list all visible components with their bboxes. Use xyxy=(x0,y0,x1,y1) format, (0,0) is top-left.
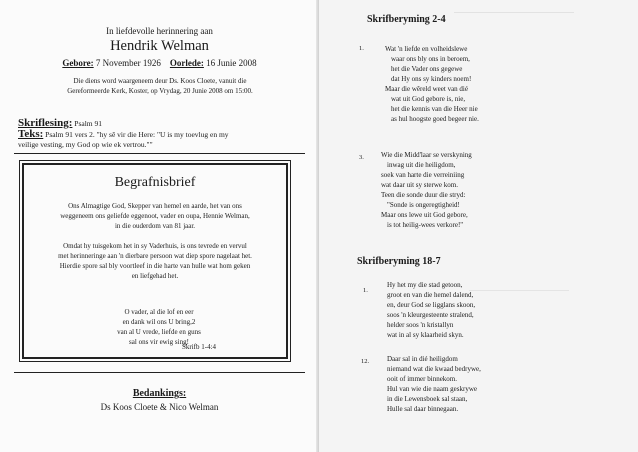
verse-block xyxy=(387,354,481,414)
verse-line: het die Vader ons gegewe xyxy=(391,65,463,73)
verse-line: helder soos 'n kristallyn xyxy=(387,321,454,329)
verse-line: Hulle sal daar binnegaan. xyxy=(387,405,459,413)
verse-line: is tot heilig-wees verkore!" xyxy=(387,221,464,229)
verse-block xyxy=(385,44,479,124)
box-paragraph-2 xyxy=(30,241,280,281)
divider-bottom xyxy=(14,372,305,373)
text-line: veilige vesting, my God op wie ek vertrou."" xyxy=(18,140,153,149)
paragraph-line: in die ouderdom van 81 jaar. xyxy=(114,222,196,230)
verse-number: 3. xyxy=(359,154,364,161)
text-label: Teks: xyxy=(18,128,44,140)
service-line: Gereformeerde Kerk, Koster, op Vrydag, 20 Junie 2008 om 15:00. xyxy=(67,87,253,95)
verse-line: Hy het my die stad getoon, xyxy=(387,281,463,289)
verse-block xyxy=(387,280,475,340)
paragraph-line: en liefgehad het. xyxy=(131,272,179,280)
service-details xyxy=(44,76,276,96)
verse-line: Daar sal in dié heiligdom xyxy=(387,355,458,363)
verse-line: soos 'n kleurgesteente stralend, xyxy=(387,311,474,319)
died-label: Oorlede: xyxy=(169,58,204,68)
verse-line: niemand wat die kwaad bedrywe, xyxy=(387,365,481,373)
poem-reference: Skrifb 1-4:4 xyxy=(182,343,217,351)
paragraph-line: Omdat hy tuisgekom het in sy Vaderhuis, is ons tevrede en vervul xyxy=(63,242,247,250)
bleed-through-mark xyxy=(469,250,569,291)
section-title-skrifberyming-18-7: Skrifberyming 18-7 xyxy=(357,256,441,267)
verse-line: Wie die Midd'laar se verskyning xyxy=(381,151,472,159)
life-dates xyxy=(0,58,319,68)
readings-block xyxy=(18,118,303,150)
verse-line: Hul van wie die naam geskrywe xyxy=(387,385,477,393)
paragraph-line: met herinneringe aan 'n dierbare persoon wat diep spore nagelaat het. xyxy=(58,252,252,260)
verse-line: en, deur God se ligglans skoon, xyxy=(387,301,476,309)
reading-row xyxy=(18,118,303,129)
poem-line: van al U vrede, liefde en guns xyxy=(117,328,201,336)
verse-line: groot en van die hemel dalend, xyxy=(387,291,474,299)
right-page xyxy=(319,0,638,452)
text-line: Psalm 91 vers 2. "hy sê vir die Here: "U is my toevlug en my xyxy=(45,130,229,139)
reading-text: Psalm 91 xyxy=(74,119,102,128)
thanks-names: Ds Koos Cloete & Nico Welman xyxy=(100,402,219,412)
verse-line: wat uit God gebore is, nie, xyxy=(391,95,466,103)
verse-line: "Sonde is ongeregtigheid! xyxy=(387,201,460,209)
verse-line: in die Lewensboek sal staan, xyxy=(387,395,468,403)
reading-label: Skriflesing: xyxy=(18,117,73,129)
born-label: Gebore: xyxy=(62,58,94,68)
verse-line: wat daar uit sy sterwe kom. xyxy=(381,181,458,189)
verse-line: Maar ons lewe uit God gebore, xyxy=(381,211,468,219)
verse-line: Wat 'n liefde en volheidslewe xyxy=(385,45,468,53)
dedication-line: In liefdevolle herinnering aan xyxy=(106,26,213,36)
born-date: 7 November 1926 xyxy=(95,58,161,68)
box-title: Begrafnisbrief xyxy=(114,175,196,190)
bleed-through-mark xyxy=(454,12,574,43)
paragraph-line: Ons Almagtige God, Skepper van hemel en aarde, het van ons xyxy=(68,202,242,210)
verse-line: dat Hy ons sy kinders noem! xyxy=(391,75,472,83)
paragraph-line: weggeneem ons geliefde eggenoot, vader en oupa, Hennie Welman, xyxy=(60,212,250,220)
died-date: 16 Junie 2008 xyxy=(206,58,257,68)
paragraph-line: Hierdie spore sal bly voortleef in die harte van hulle wat hom geken xyxy=(59,262,251,270)
verse-number: 1. xyxy=(363,287,368,294)
verse-number: 1. xyxy=(359,45,364,52)
text-row xyxy=(18,129,303,140)
verse-line: het die kennis van die Heer nie xyxy=(391,105,478,113)
verse-line: ooit of immer binnekom. xyxy=(387,375,457,383)
divider-top xyxy=(14,153,305,154)
box-poem xyxy=(84,307,234,347)
thanks-title: Bedankings: xyxy=(132,388,187,399)
verse-block xyxy=(381,150,472,230)
poem-line: en dank wil ons U bring,2 xyxy=(122,318,196,326)
verse-line: waar ons bly ons in beroem, xyxy=(391,55,470,63)
section-title-skrifberyming-2-4: Skrifberyming 2-4 xyxy=(367,14,446,25)
verse-number: 12. xyxy=(361,358,370,365)
poem-line: sal ons vir ewig sing! xyxy=(129,338,189,346)
verse-line: soek van harte die verreiniing xyxy=(381,171,465,179)
box-paragraph-1 xyxy=(30,201,280,231)
verse-line: inwag uit die heiligdom, xyxy=(387,161,456,169)
deceased-name: Hendrik Welman xyxy=(110,38,209,54)
poem-line: O vader, al die lof en eer xyxy=(124,308,194,316)
verse-line: Maar die wêreld weet van dié xyxy=(385,85,468,93)
verse-line: as hul hoogste goed begeer nie. xyxy=(391,115,479,123)
verse-line: Teen die sonde duur die stryd: xyxy=(381,191,466,199)
verse-line: wat in al sy klaarheid skyn. xyxy=(387,331,464,339)
service-line: Die diens word waargeneem deur Ds. Koos Cloete, vanuit die xyxy=(73,77,247,85)
funeral-letter-box xyxy=(22,163,288,359)
